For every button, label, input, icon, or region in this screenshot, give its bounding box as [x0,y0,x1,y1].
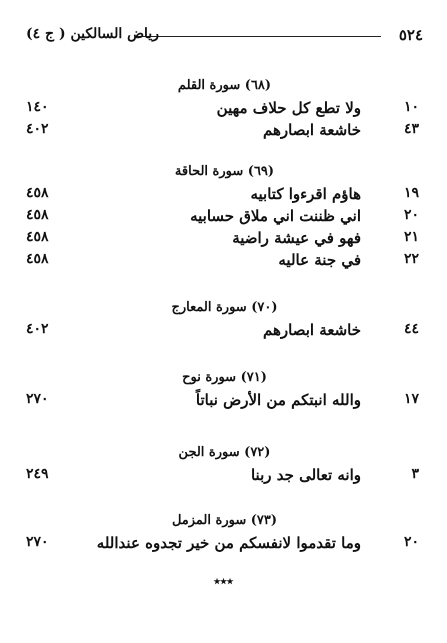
verse-text: وانه تعالى جد ربنا [250,466,361,484]
verse-text: خاشعة ابصارهم [263,321,361,339]
running-title: رياض السالكين ( ج ٤) [26,26,159,42]
surah-section [26,164,423,273]
surah-title: (٧٣) سورة المزمل [171,513,278,528]
end-ornament: ٭٭٭ [213,574,234,588]
verse-number: ٢٠ [403,534,419,550]
index-row [26,121,423,143]
index-row [26,251,423,273]
verse-text: فهو في عيشة راضية [232,229,361,247]
page-ref: ١٤٠ [26,99,49,115]
surah-title: (٧٠) سورة المعارج [171,300,278,315]
index-row [26,321,423,343]
verse-number: ١٠ [403,99,419,115]
index-row [26,185,423,207]
verse-number: ٢١ [403,229,419,245]
page-ref: ٤٠٢ [26,121,49,137]
index-row [26,229,423,251]
verse-number: ٤٤ [403,321,419,337]
page-ref: ٤٠٢ [26,321,49,337]
verse-text: ولا تطع كل حلاف مهين [216,99,361,117]
verse-number: ٢٠ [403,207,419,223]
header-rule [136,36,381,37]
verse-number: ١٩ [403,185,419,201]
page-ref: ٤٥٨ [26,229,49,245]
page-ref: ٢٧٠ [26,391,49,407]
page-ref: ٤٥٨ [26,207,49,223]
surah-section [26,78,423,143]
surah-section [26,370,423,413]
index-row [26,99,423,121]
verse-text: في جنة عاليه [278,251,361,269]
verse-text: خاشعة ابصارهم [263,121,361,139]
index-row [26,466,423,488]
page-number: ٥٢٤ [398,26,423,44]
index-row [26,207,423,229]
verse-text: هاؤم اقرءوا كتابيه [250,185,361,203]
page-ref: ٤٥٨ [26,251,49,267]
verse-number: ١٧ [403,391,419,407]
page-ref: ٢٧٠ [26,534,49,550]
surah-section [26,445,423,488]
index-row [26,391,423,413]
verse-text: وما تقدموا لانفسكم من خير تجدوه عندالله [96,534,361,552]
surah-title: (٧١) سورة نوح [182,370,267,385]
surah-section [26,513,423,556]
verse-text: والله انبتكم من الأرض نباتاً [195,391,361,409]
page-ref: ٤٥٨ [26,185,49,201]
page-ref: ٢٤٩ [26,466,49,482]
surah-section [26,300,423,343]
page-header [26,26,423,46]
verse-number: ٢٢ [403,251,419,267]
verse-number: ٤٣ [403,121,419,137]
surah-title: (٦٨) سورة القلم [177,78,272,93]
surah-title: (٧٢) سورة الجن [178,445,271,460]
verse-number: ٣ [411,466,419,482]
index-row [26,534,423,556]
verse-text: اني ظننت اني ملاق حسابيه [190,207,361,225]
surah-title: (٦٩) سورة الحاقة [174,164,275,179]
